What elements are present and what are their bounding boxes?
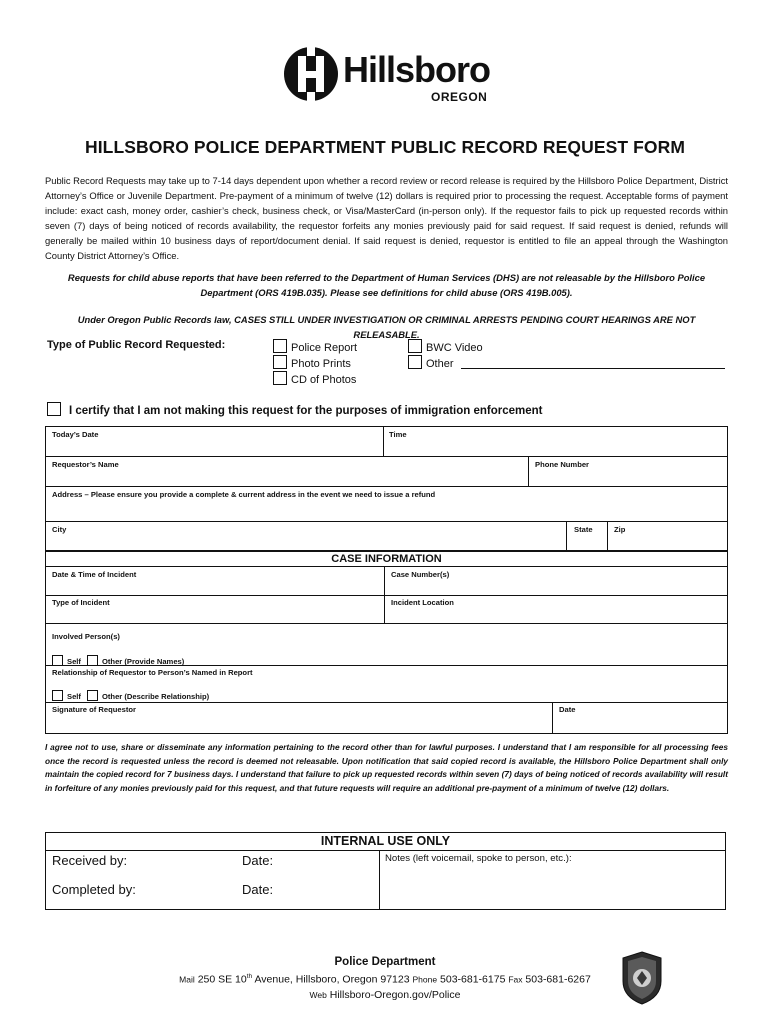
footer-department: Police Department bbox=[334, 956, 436, 968]
option-bwc-video[interactable] bbox=[408, 339, 483, 355]
signature-date-field[interactable]: Date bbox=[559, 705, 576, 714]
divider bbox=[528, 456, 529, 487]
photo-prints-checkbox[interactable] bbox=[273, 355, 287, 369]
fax-number: 503-681-6267 bbox=[525, 973, 591, 986]
option-label: Police Report bbox=[291, 342, 358, 354]
address-field[interactable]: Address – Please ensure you provide a complete & current address in the event we need to issue a refund bbox=[52, 490, 436, 499]
received-by-field[interactable]: Received by: bbox=[52, 853, 128, 868]
signature-field[interactable]: Signature of Requestor bbox=[52, 705, 136, 714]
relationship-label: Relationship of Requestor to Person’s Named in Report bbox=[52, 668, 253, 677]
certify-label: I certify that I am not making this request for the purposes of immigration enforcement bbox=[69, 405, 543, 417]
hillsboro-logo bbox=[283, 44, 498, 104]
incident-type-field[interactable]: Type of Incident bbox=[52, 598, 110, 607]
phone-number: 503-681-6175 bbox=[440, 973, 506, 986]
immigration-certification[interactable] bbox=[47, 402, 543, 417]
divider bbox=[379, 850, 380, 910]
divider bbox=[607, 521, 608, 551]
address-rest: Avenue, Hillsboro, Oregon 97123 bbox=[252, 973, 410, 986]
option-label: BWC Video bbox=[426, 342, 483, 354]
option-photo-prints[interactable] bbox=[273, 355, 351, 371]
internal-use-heading: INTERNAL USE ONLY bbox=[320, 834, 451, 848]
todays-date-field[interactable]: Today’s Date bbox=[52, 430, 99, 439]
option-label: Other bbox=[426, 358, 454, 370]
option-label: Photo Prints bbox=[291, 358, 351, 370]
completed-date-field[interactable]: Date: bbox=[242, 882, 274, 897]
incident-location-field[interactable]: Incident Location bbox=[391, 598, 454, 607]
address-ordinal: th bbox=[246, 973, 253, 980]
intro-paragraph: Public Record Requests may take up to 7-14 days dependent upon whether a record review or record release is required by the Hillsboro Police Department, District Attorney’s Office or Juvenile Department. Pre-payment of a minimum of twelve (12) dollars is required prior to processing the request. Acceptable forms of payment include: exact cash, money order, cashier’s check, business check, or Visa/MasterCard (in-person only). If the requestor fails to pick up requested records within seven (7) days of being noticed of records availability, the requestor forfeits any monies previously paid for said request. If said request is denied, refunds will generally be mailed within 10 business days of report/document denial. If said request is denied, requestor is entitled to file an appeal through the Washington County District Attorney’s Office. bbox=[45, 175, 728, 262]
other-names-label: Other (Provide Names) bbox=[102, 657, 185, 666]
option-police-report[interactable] bbox=[273, 339, 357, 355]
fax-label: Fax bbox=[508, 974, 523, 985]
state-field[interactable]: State bbox=[574, 525, 593, 534]
row-date-time bbox=[45, 426, 728, 457]
row-name-phone bbox=[45, 456, 728, 487]
case-number-field[interactable]: Case Number(s) bbox=[391, 570, 450, 579]
divider bbox=[552, 702, 553, 734]
divider bbox=[383, 426, 384, 457]
requestor-name-field[interactable]: Requestor’s Name bbox=[52, 460, 119, 469]
received-date-field[interactable]: Date: bbox=[242, 853, 274, 868]
mail-label: Mail bbox=[179, 974, 195, 985]
logo-wordmark: Hillsboro bbox=[343, 49, 491, 90]
relationship-other-checkbox[interactable] bbox=[87, 690, 98, 701]
option-other[interactable] bbox=[408, 355, 454, 371]
divider bbox=[566, 521, 567, 551]
hillsboro-logo-mark-icon bbox=[283, 44, 339, 104]
row-incident-date-case bbox=[45, 566, 728, 596]
row-type-location bbox=[45, 595, 728, 624]
zip-field[interactable]: Zip bbox=[614, 525, 626, 534]
agreement-statement: I agree not to use, share or disseminate any information pertaining to the record other than for lawful purposes. I understand that I am responsible for all processing fees once the record is requested unless the record is deemed not releasable. Upon notification that said copied record is available, the Hillsboro Police Department shall only maintain the copied record for 7 business days. I understand that failure to pick up requested records within seven (7) days of being noticed of records availability will result in forfeiture of any monies previously paid for this request, and that future requests will require an additional pre-payment of a minimum of twelve (12) dollars. bbox=[45, 742, 728, 793]
city-field[interactable]: City bbox=[52, 525, 67, 534]
incident-datetime-field[interactable]: Date & Time of Incident bbox=[52, 570, 137, 579]
option-label: CD of Photos bbox=[291, 374, 357, 386]
internal-notes-field[interactable]: Notes (left voicemail, spoke to person, etc.): bbox=[385, 853, 572, 864]
bwc-video-checkbox[interactable] bbox=[408, 339, 422, 353]
option-cd-of-photos[interactable] bbox=[273, 371, 356, 387]
record-type-label: Type of Public Record Requested: bbox=[47, 339, 226, 351]
relationship-other-option[interactable] bbox=[87, 690, 209, 701]
public-records-law-warning: Under Oregon Public Records law, CASES STILL UNDER INVESTIGATION OR CRIMINAL ARRESTS PENDING COURT HEARINGS ARE NOT RELEASABLE. bbox=[77, 314, 696, 340]
other-relationship-label: Other (Describe Relationship) bbox=[102, 692, 210, 701]
other-checkbox[interactable] bbox=[408, 355, 422, 369]
self-label: Self bbox=[67, 657, 81, 666]
completed-by-field[interactable]: Completed by: bbox=[52, 882, 136, 897]
cd-of-photos-checkbox[interactable] bbox=[273, 371, 287, 385]
phone-number-field[interactable]: Phone Number bbox=[535, 460, 590, 469]
row-city-state-zip bbox=[45, 521, 728, 551]
row-signature bbox=[45, 702, 728, 734]
phone-label: Phone bbox=[412, 974, 438, 985]
other-specify-field[interactable] bbox=[461, 368, 725, 369]
website-link[interactable]: Hillsboro-Oregon.gov/Police bbox=[329, 989, 461, 1001]
street-address: 250 SE 10 bbox=[197, 973, 247, 986]
police-badge-icon bbox=[621, 951, 663, 1005]
police-report-checkbox[interactable] bbox=[273, 339, 287, 353]
involved-persons-label: Involved Person(s) bbox=[52, 632, 120, 641]
case-info-heading: CASE INFORMATION bbox=[331, 553, 442, 565]
relationship-self-option[interactable] bbox=[52, 690, 81, 701]
logo-subtitle: OREGON bbox=[431, 90, 488, 104]
certify-checkbox[interactable] bbox=[47, 402, 61, 416]
relationship-self-checkbox[interactable] bbox=[52, 690, 63, 701]
dhs-warning: Requests for child abuse reports that have been referred to the Department of Human Services (DHS) are not releasable by the Hillsboro Police Department (ORS 419B.035). Please see definitions for child abuse (ORS 419B.005). bbox=[67, 272, 706, 298]
form-title: HILLSBORO POLICE DEPARTMENT PUBLIC RECORD REQUEST FORM bbox=[84, 137, 686, 157]
self-label: Self bbox=[67, 692, 81, 701]
time-field[interactable]: Time bbox=[389, 430, 407, 439]
web-label: Web bbox=[309, 990, 327, 1000]
